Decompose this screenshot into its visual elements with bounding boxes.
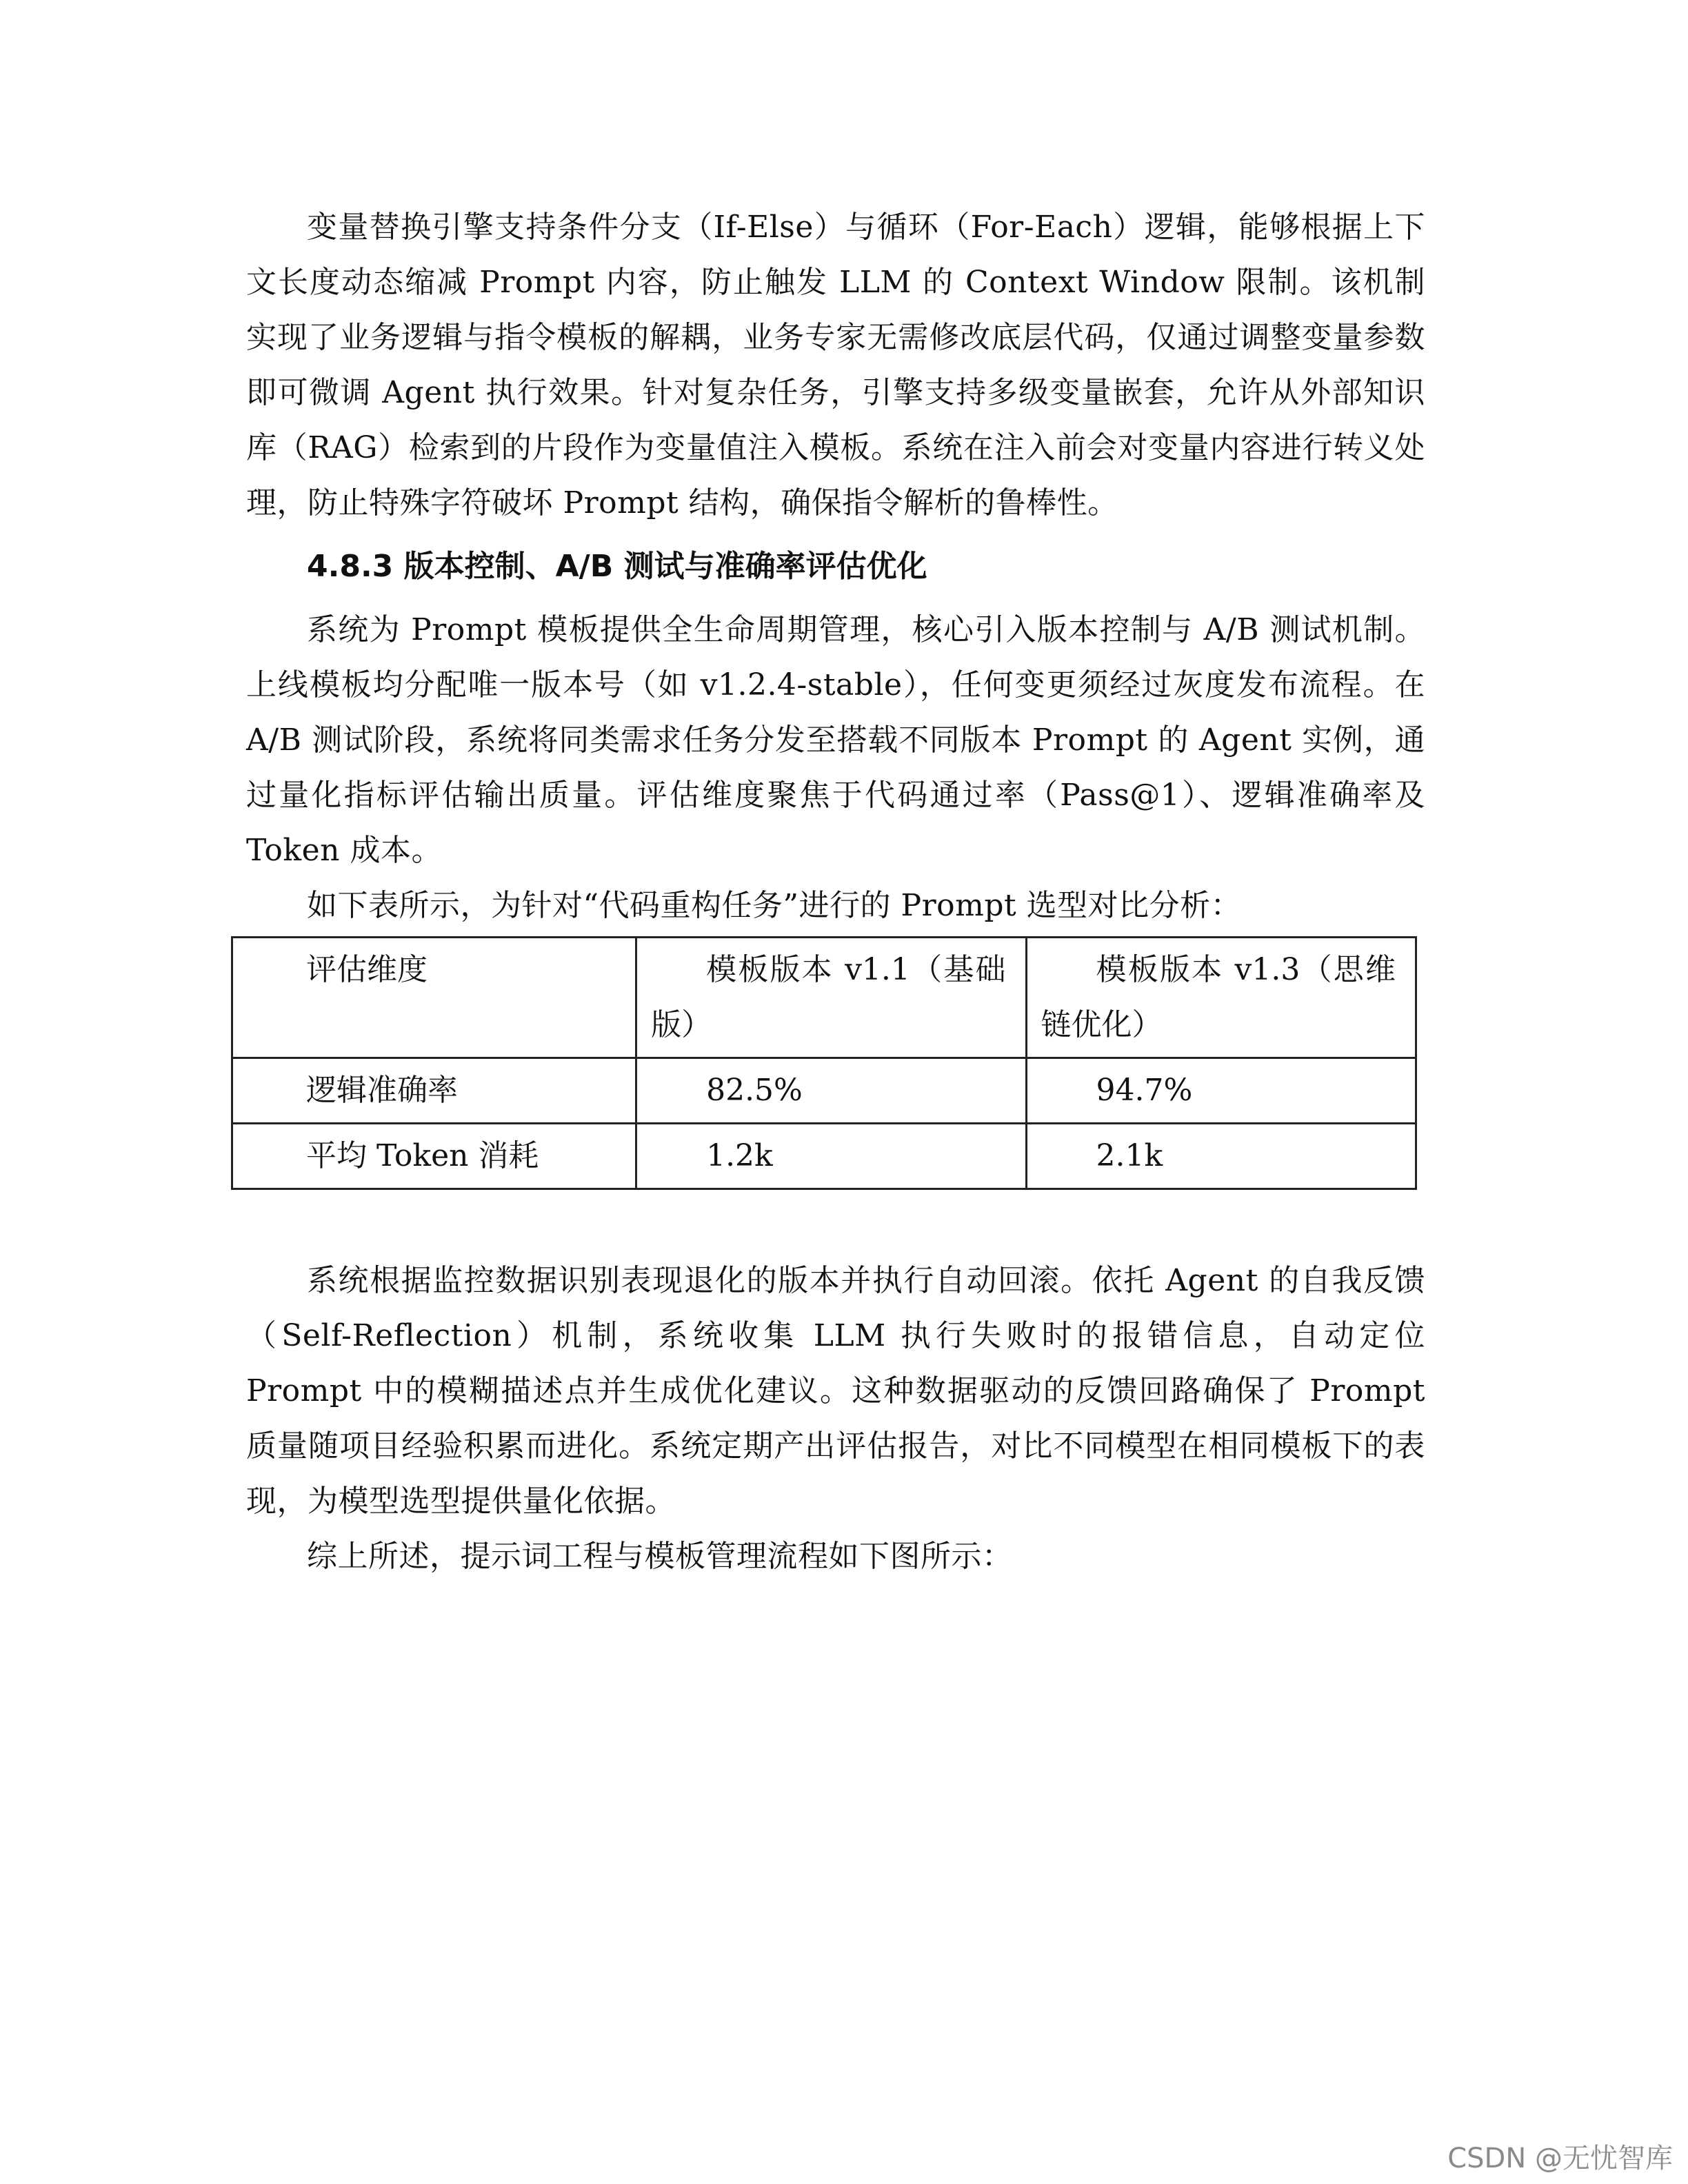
table-row xyxy=(232,1058,1416,1124)
table-cell: 82.5% xyxy=(636,1058,1026,1124)
paragraph-auto-rollback: 系统根据监控数据识别表现退化的版本并执行自动回滚。依托 Agent 的自我反馈（Self-Reflection）机制，系统收集 LLM 执行失败时的报错信息，自动定位 Prompt 中的模糊描述点并生成优化建议。这种数据驱动的反馈回路确保了 Prompt 质量随项目经验积累而进化。系统定期产出评估报告，对比不同模型在相同模板下的表现，为模型选型提供量化依据。 xyxy=(246,1263,1425,1519)
table-cell: 1.2k xyxy=(636,1124,1026,1189)
section-heading: 4.8.3 版本控制、A/B 测试与准确率评估优化 xyxy=(307,549,927,584)
document-body xyxy=(246,200,1425,1584)
paragraph-table-intro: 如下表所示，为针对“代码重构任务”进行的 Prompt 选型对比分析： xyxy=(307,888,1242,923)
table-cell: 逻辑准确率 xyxy=(232,1058,636,1124)
table-cell: 2.1k xyxy=(1026,1124,1416,1189)
comparison-table xyxy=(231,936,1417,1190)
table-header-cell: 模板版本 v1.3（思维链优化） xyxy=(1026,938,1416,1058)
paragraph-variable-engine: 变量替换引擎支持条件分支（If-Else）与循环（For-Each）逻辑，能够根据上下文长度动态缩减 Prompt 内容，防止触发 LLM 的 Context Window 限制。该机制实现了业务逻辑与指令模板的解耦，业务专家无需修改底层代码，仅通过调整变量参数即可微调 Agent 执行效果。针对复杂任务，引擎支持多级变量嵌套，允许从外部知识库（RAG）检索到的片段作为变量值注入模板。系统在注入前会对变量内容进行转义处理，防止特殊字符破坏 Prompt 结构，确保指令解析的鲁棒性。 xyxy=(246,210,1425,520)
table-row xyxy=(232,1124,1416,1189)
table-header-cell: 模板版本 v1.1（基础版） xyxy=(636,938,1026,1058)
paragraph-summary: 综上所述，提示词工程与模板管理流程如下图所示： xyxy=(307,1539,1013,1574)
paragraph-version-control: 系统为 Prompt 模板提供全生命周期管理，核心引入版本控制与 A/B 测试机制。上线模板均分配唯一版本号（如 v1.2.4-stable），任何变更须经过灰度发布流程。在 A/B 测试阶段，系统将同类需求任务分发至搭载不同版本 Prompt 的 Agent 实例，通过量化指标评估输出质量。评估维度聚焦于代码通过率（Pass@1）、逻辑准确率及 Token 成本。 xyxy=(246,612,1425,868)
table-cell: 94.7% xyxy=(1026,1058,1416,1124)
table-header-row xyxy=(232,938,1416,1058)
table-cell: 平均 Token 消耗 xyxy=(232,1124,636,1189)
table-header-cell: 评估维度 xyxy=(232,938,636,1058)
csdn-watermark: CSDN @无忧智库 xyxy=(1447,2143,1673,2174)
